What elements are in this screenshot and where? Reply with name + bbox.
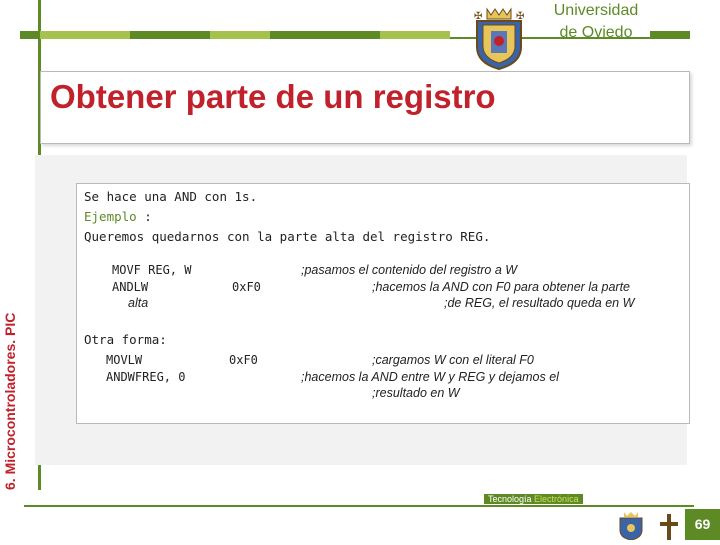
- svg-text:✠: ✠: [516, 11, 525, 22]
- example-colon: :: [136, 209, 152, 224]
- example-line: [84, 209, 152, 224]
- slide-title: Obtener parte de un registro: [50, 78, 496, 115]
- university-line2: de Oviedo: [559, 24, 633, 41]
- side-section-label: 6. Microcontroladores. PIC: [2, 312, 18, 490]
- university-crest-icon: [469, 3, 529, 71]
- footer-cross-icon: [656, 514, 682, 540]
- header-bar-segment: [40, 31, 130, 39]
- university-line1: Universidad: [553, 2, 639, 19]
- department-part2: Electrónica: [534, 494, 579, 504]
- svg-text:✠: ✠: [474, 11, 483, 22]
- code-comment: ;resultado en W: [372, 386, 460, 400]
- intro-text: Se hace una AND con 1s.: [84, 189, 258, 204]
- header-bar-segment: [650, 31, 690, 39]
- code-comment: ;hacemos la AND entre W y REG y dejamos el: [301, 370, 559, 384]
- code-operand: 0xF0: [232, 280, 261, 294]
- header-bar-segment: [270, 31, 380, 39]
- header-bar-segment: [20, 31, 38, 39]
- university-name: [536, 2, 656, 44]
- header-bar-segment: [130, 31, 210, 39]
- frame-bottom-line: [24, 505, 694, 507]
- department-part1: Tecnología: [488, 494, 535, 504]
- code-comment: ;hacemos la AND con F0 para obtener la parte: [372, 280, 631, 294]
- code-operand: 0xF0: [229, 353, 258, 367]
- intro-text-2: Queremos quedarnos con la parte alta del registro REG.: [84, 229, 491, 244]
- header-bar-segment: [210, 31, 270, 39]
- code-comment: ;pasamos el contenido del registro a W: [301, 263, 518, 277]
- code-instruction: ANDWFREG, 0: [106, 370, 186, 384]
- code-comment: ;cargamos W con el literal F0: [372, 353, 534, 367]
- page-number: 69: [685, 509, 720, 540]
- department-label: [484, 494, 583, 504]
- code-comment: ;de REG, el resultado queda en W: [444, 296, 635, 310]
- code-instruction: MOVLW: [106, 353, 143, 367]
- example-label: Ejemplo: [84, 209, 137, 224]
- header-bar-segment: [380, 31, 450, 39]
- code-instruction: ANDLW: [112, 280, 149, 294]
- other-way-label: Otra forma:: [84, 332, 167, 347]
- footer-crest-icon: [614, 510, 648, 540]
- code-instruction: MOVF REG, W: [112, 263, 192, 277]
- code-instruction: alta: [128, 296, 149, 310]
